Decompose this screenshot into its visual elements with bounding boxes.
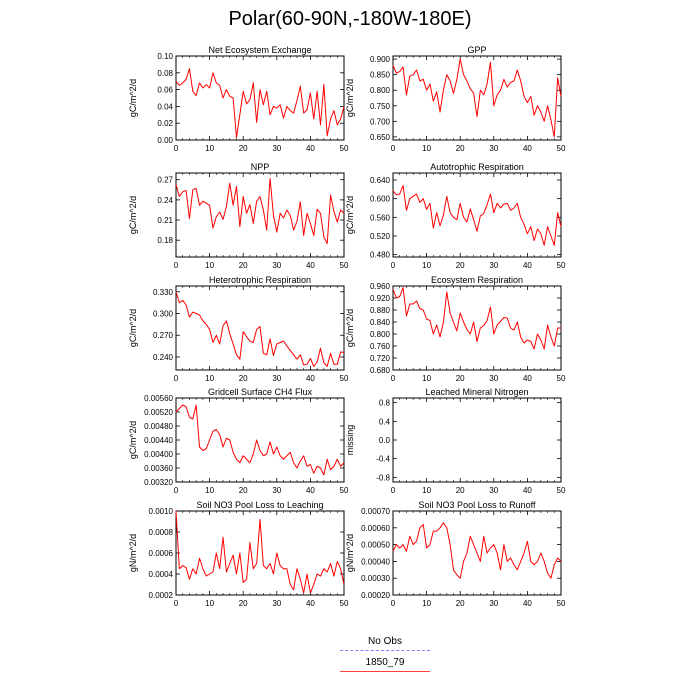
x-tick-label: 10 (205, 144, 215, 153)
legend-label-1850-79: 1850_79 (365, 657, 405, 668)
y-tick-label: 0.750 (369, 101, 390, 111)
y-tick-label: 0.640 (369, 176, 390, 185)
x-tick-label: 0 (173, 144, 179, 153)
y-tick-label: 0.0010 (148, 507, 173, 516)
plot-frame (393, 398, 561, 482)
x-tick-label: 50 (339, 486, 349, 495)
y-tick-label: 0.680 (369, 366, 390, 375)
x-tick-label: 50 (556, 486, 566, 495)
plot-frame (393, 286, 561, 370)
y-tick-label: 0.21 (157, 216, 173, 226)
x-tick-label: 40 (522, 486, 532, 495)
series-line (393, 523, 561, 578)
x-tick-label: 10 (205, 486, 215, 495)
x-tick-label: 30 (272, 486, 282, 495)
y-tick-label: 0.00060 (361, 523, 390, 533)
y-tick-label: 0.08 (157, 68, 173, 78)
legend-label-no-obs: No Obs (368, 636, 402, 647)
series-line (176, 69, 344, 138)
y-tick-label: 0.560 (369, 213, 390, 223)
x-tick-label: 40 (305, 144, 315, 153)
legend (340, 636, 430, 678)
y-tick-label: 0.240 (152, 352, 173, 362)
x-tick-label: 50 (556, 261, 566, 270)
panel-title: Autotrophic Respiration (430, 162, 524, 172)
y-axis-label: gC/m^2/d (128, 308, 138, 348)
y-tick-label: 0.24 (157, 195, 173, 205)
x-tick-label: 20 (238, 486, 248, 495)
panel-title: Leached Mineral Nitrogen (425, 387, 529, 397)
y-tick-label: 0.8 (378, 398, 390, 408)
x-tick-label: 20 (238, 599, 248, 608)
x-tick-label: 0 (173, 599, 179, 608)
y-tick-label: 0.00 (157, 136, 173, 145)
y-tick-label: 0.00320 (144, 478, 173, 487)
y-tick-label: 0.300 (152, 309, 173, 319)
plot-frame (393, 173, 561, 257)
panel-title: Net Ecosystem Exchange (208, 45, 312, 55)
y-tick-label: 0.00480 (144, 422, 173, 431)
x-tick-label: 50 (339, 599, 349, 608)
x-tick-label: 50 (339, 144, 349, 153)
y-tick-label: 0.27 (157, 175, 173, 185)
x-tick-label: 50 (339, 261, 349, 270)
y-tick-label: 0.00020 (361, 591, 390, 600)
x-tick-label: 30 (489, 144, 499, 153)
y-tick-label: 0.00030 (361, 574, 390, 584)
x-tick-label: 10 (422, 486, 432, 495)
y-tick-label: 0.04 (157, 102, 173, 112)
y-axis-label: gN/m^2/d (128, 533, 138, 573)
y-tick-label: 0.00520 (144, 408, 173, 417)
y-tick-label: 0.02 (157, 119, 173, 129)
series-line (176, 292, 344, 367)
y-tick-label: 0.10 (157, 52, 173, 61)
x-tick-label: 20 (455, 261, 465, 270)
x-tick-label: 40 (305, 374, 315, 383)
x-tick-label: 30 (489, 261, 499, 270)
x-tick-label: 30 (489, 599, 499, 608)
panel-9 (345, 500, 566, 608)
x-tick-label: 0 (173, 261, 179, 270)
x-tick-label: 40 (522, 374, 532, 383)
panel-title: Soil NO3 Pool Loss to Leaching (196, 500, 324, 510)
y-tick-label: 0.0006 (148, 549, 173, 558)
x-tick-label: 40 (522, 144, 532, 153)
y-tick-label: 0.920 (369, 294, 390, 303)
plot-frame (393, 56, 561, 140)
x-tick-label: 50 (339, 374, 349, 383)
y-tick-label: 0.720 (369, 354, 390, 363)
y-tick-label: 0.480 (369, 250, 390, 260)
y-tick-label: 0.00440 (144, 436, 173, 445)
y-tick-label: 0.0002 (148, 591, 173, 600)
y-axis-label: gC/m^2/d (345, 195, 355, 235)
x-tick-label: 10 (205, 374, 215, 383)
x-tick-label: 40 (305, 486, 315, 495)
x-tick-label: 20 (455, 599, 465, 608)
y-tick-label: 0.06 (157, 85, 173, 95)
y-tick-label: 0.840 (369, 318, 390, 327)
y-axis-label: gC/m^2/d (345, 78, 355, 118)
plot-frame (176, 398, 344, 482)
y-tick-label: 0.960 (369, 282, 390, 291)
y-tick-label: 0.4 (378, 417, 390, 427)
y-tick-label: 0.650 (369, 132, 390, 142)
panel-title: Gridcell Surface CH4 Flux (207, 387, 313, 397)
x-tick-label: 20 (455, 374, 465, 383)
panel-1 (345, 45, 566, 153)
y-tick-label: 0.800 (369, 330, 390, 339)
x-tick-label: 10 (422, 599, 432, 608)
y-axis-label: gN/m^2/d (345, 533, 355, 573)
y-tick-label: 0.0008 (148, 528, 173, 537)
panel-6 (128, 387, 349, 495)
series-line (176, 511, 344, 593)
panel-title: Ecosystem Respiration (430, 275, 524, 285)
x-tick-label: 40 (522, 599, 532, 608)
y-tick-label: 0.00560 (144, 394, 173, 403)
y-tick-label: 0.00040 (361, 557, 390, 567)
figure-title: Polar(60-90N,-180W-180E) (228, 8, 472, 30)
x-tick-label: 30 (272, 374, 282, 383)
y-tick-label: -0.8 (376, 473, 390, 483)
x-tick-label: 50 (556, 599, 566, 608)
x-tick-label: 40 (305, 599, 315, 608)
y-tick-label: 0.0 (378, 436, 390, 445)
x-tick-label: 0 (390, 144, 396, 153)
y-tick-label: 0.600 (369, 194, 390, 204)
x-tick-label: 30 (272, 144, 282, 153)
y-tick-label: 0.0004 (148, 570, 173, 579)
x-tick-label: 30 (272, 599, 282, 608)
series-line (393, 59, 561, 137)
y-tick-label: 0.800 (369, 86, 390, 96)
y-tick-label: 0.18 (157, 236, 173, 246)
series-line (393, 186, 561, 246)
x-tick-label: 10 (205, 261, 215, 270)
series-line (176, 405, 344, 475)
y-axis-label: gC/m^2/d (128, 195, 138, 235)
panel-8 (128, 500, 349, 608)
x-tick-label: 0 (173, 374, 179, 383)
y-tick-label: 0.700 (369, 117, 390, 127)
y-tick-label: 0.00360 (144, 464, 173, 473)
series-line (393, 288, 561, 350)
legend-line-no-obs (340, 650, 430, 651)
y-tick-label: 0.00050 (361, 540, 390, 550)
panel-4 (128, 275, 349, 383)
y-tick-label: 0.330 (152, 287, 173, 297)
y-tick-label: 0.760 (369, 342, 390, 351)
x-tick-label: 30 (489, 486, 499, 495)
y-tick-label: -0.4 (376, 454, 390, 464)
panel-title: NPP (250, 162, 270, 172)
x-tick-label: 10 (422, 261, 432, 270)
y-tick-label: 0.850 (369, 70, 390, 80)
legend-line-1850-79 (340, 671, 430, 672)
y-axis-label: missing (345, 424, 355, 456)
x-tick-label: 10 (422, 374, 432, 383)
y-tick-label: 0.900 (369, 55, 390, 65)
x-tick-label: 20 (238, 261, 248, 270)
x-tick-label: 0 (173, 486, 179, 495)
series-line (176, 178, 344, 243)
x-tick-label: 0 (390, 599, 396, 608)
x-tick-label: 20 (455, 144, 465, 153)
x-tick-label: 40 (522, 261, 532, 270)
x-tick-label: 10 (422, 144, 432, 153)
panel-title: Heterotrophic Respiration (208, 275, 312, 285)
x-tick-label: 30 (489, 374, 499, 383)
x-tick-label: 50 (556, 374, 566, 383)
y-axis-label: gC/m^2/d (128, 78, 138, 118)
x-tick-label: 40 (305, 261, 315, 270)
y-tick-label: 0.520 (369, 232, 390, 241)
x-tick-label: 0 (390, 261, 396, 270)
y-tick-label: 0.00070 (361, 507, 390, 516)
y-tick-label: 0.270 (152, 331, 173, 341)
panel-0 (128, 45, 349, 153)
panel-title: GPP (467, 45, 487, 55)
x-tick-label: 50 (556, 144, 566, 153)
x-tick-label: 0 (390, 374, 396, 383)
x-tick-label: 20 (238, 144, 248, 153)
x-tick-label: 30 (272, 261, 282, 270)
x-tick-label: 20 (238, 374, 248, 383)
plot-frame (176, 56, 344, 140)
panel-5 (345, 275, 566, 383)
y-tick-label: 0.880 (369, 306, 390, 315)
panel-3 (345, 162, 566, 270)
panel-title: Soil NO3 Pool Loss to Runoff (418, 500, 536, 510)
y-axis-label: gC/m^2/d (345, 308, 355, 348)
plot-frame (176, 173, 344, 257)
panel-7 (345, 387, 566, 495)
x-tick-label: 10 (205, 599, 215, 608)
y-axis-label: gC/m^2/d (128, 420, 138, 460)
x-tick-label: 20 (455, 486, 465, 495)
x-tick-label: 0 (390, 486, 396, 495)
y-tick-label: 0.00400 (144, 450, 173, 459)
panel-2 (128, 162, 349, 270)
